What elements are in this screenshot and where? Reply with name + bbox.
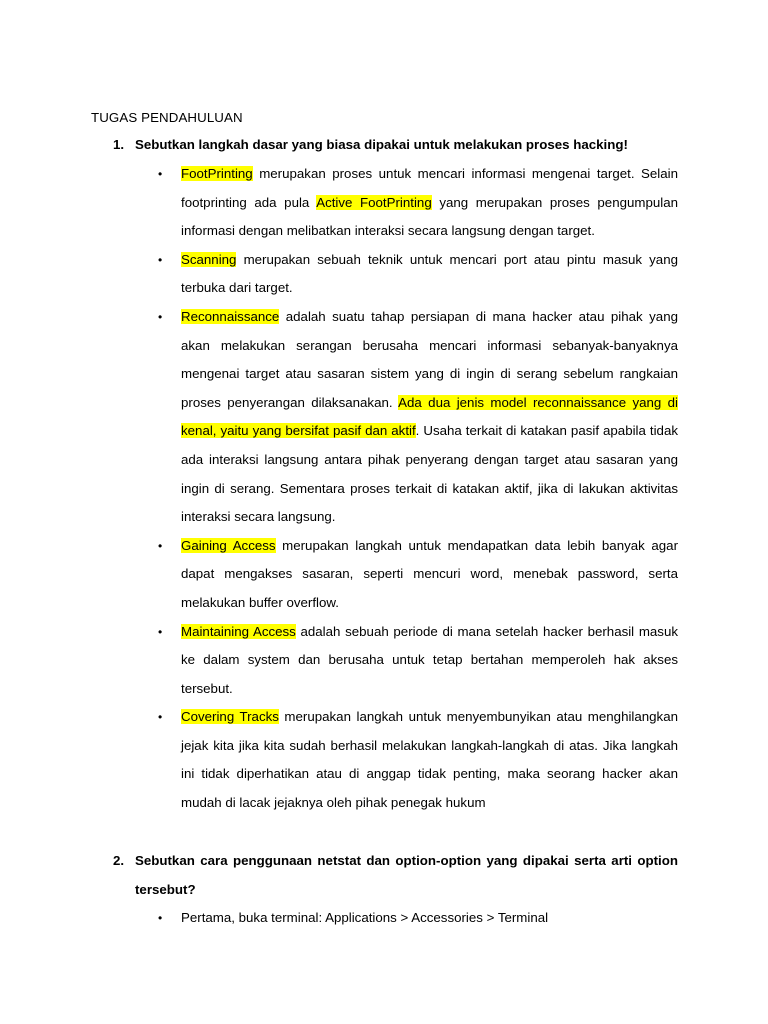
item-text: Pertama, buka terminal: Applications > Accessories > Terminal xyxy=(181,910,549,925)
answer-list-1 xyxy=(158,160,678,818)
highlighted-term: Scanning xyxy=(181,251,237,267)
bullet-icon: • xyxy=(158,309,163,324)
bullet-icon: • xyxy=(158,538,163,553)
list-item-scanning xyxy=(158,246,678,303)
highlighted-sentence: Ada dua jenis model reconnaissance yang di kenal, yaitu yang bersifat pasif dan aktif xyxy=(181,394,678,439)
highlighted-term: Covering Tracks xyxy=(181,709,279,725)
bullet-icon: • xyxy=(158,167,163,181)
question-text: Sebutkan langkah dasar yang biasa dipakai untuk melakukan proses hacking! xyxy=(135,137,628,152)
item-text: merupakan langkah untuk menyembunyikan atau menghilangkan jejak kita jika kita sudah berhasil melakukan langkah-langkah di atas. Jika langkah ini tidak diperhatikan atau di anggap tidak penting, maka seorang hacker akan mudah di lacak jejaknya oleh pihak penegak hukum xyxy=(181,709,678,811)
bullet-icon: • xyxy=(158,911,163,925)
list-item-footprinting xyxy=(158,160,678,246)
list-item-maintaining-access xyxy=(158,618,678,704)
question-1 xyxy=(113,131,678,160)
answer-list-2 xyxy=(158,904,678,933)
list-item-reconnaissance xyxy=(158,303,678,532)
question-number: 2. xyxy=(113,853,125,868)
bullet-icon: • xyxy=(158,624,163,639)
item-text: merupakan proses untuk mencari informasi mengenai target. Selain footprinting ada pula xyxy=(181,166,678,210)
item-text: merupakan langkah untuk mendapatkan data lebih banyak agar dapat mengakses sasaran, seperti mencuri word, menebak password, serta melakukan buffer overflow. xyxy=(181,537,678,610)
item-text: merupakan sebuah teknik untuk mencari port atau pintu masuk yang terbuka dari target. xyxy=(181,251,678,296)
highlighted-term: Reconnaissance xyxy=(181,308,280,324)
document-title: TUGAS PENDAHULUAN xyxy=(91,110,243,125)
list-item-covering-tracks xyxy=(158,703,678,817)
bullet-icon: • xyxy=(158,252,163,267)
highlighted-term: Gaining Access xyxy=(181,537,276,553)
question-number: 1. xyxy=(113,137,125,152)
bullet-icon: • xyxy=(158,710,163,725)
list-item-gaining-access xyxy=(158,532,678,618)
question-2 xyxy=(113,847,678,904)
highlighted-term: Active FootPrinting xyxy=(316,194,432,210)
item-text: . Usaha terkait di katakan pasif apabila tidak ada interaksi langsung antara pihak penyerang dengan target atau sasaran yang ingin di serang. Sementara proses terkait di katakan aktif, jika di lakukan aktivitas interaksi secara langsung. xyxy=(181,423,678,525)
question-text: Sebutkan cara penggunaan netstat dan option-option yang dipakai serta arti option tersebut? xyxy=(135,853,678,897)
list-item-terminal xyxy=(158,904,678,933)
highlighted-term: FootPrinting xyxy=(181,166,253,181)
item-text: adalah suatu tahap persiapan di mana hacker atau pihak yang akan melakukan serangan berusaha mencari informasi sebanyak-banyaknya mengenai target atau sasaran sistem yang di ingin di serang sebelum rangkaian proses penyerangan dilaksanakan. xyxy=(181,308,678,410)
item-text: yang merupakan proses pengumpulan informasi dengan melibatkan interaksi secara langsung dengan target. xyxy=(181,194,678,239)
highlighted-term: Maintaining Access xyxy=(181,623,296,639)
item-text: adalah sebuah periode di mana setelah hacker berhasil masuk ke dalam system dan berusaha untuk tetap bertahan memperoleh hak akses tersebut. xyxy=(181,623,678,696)
